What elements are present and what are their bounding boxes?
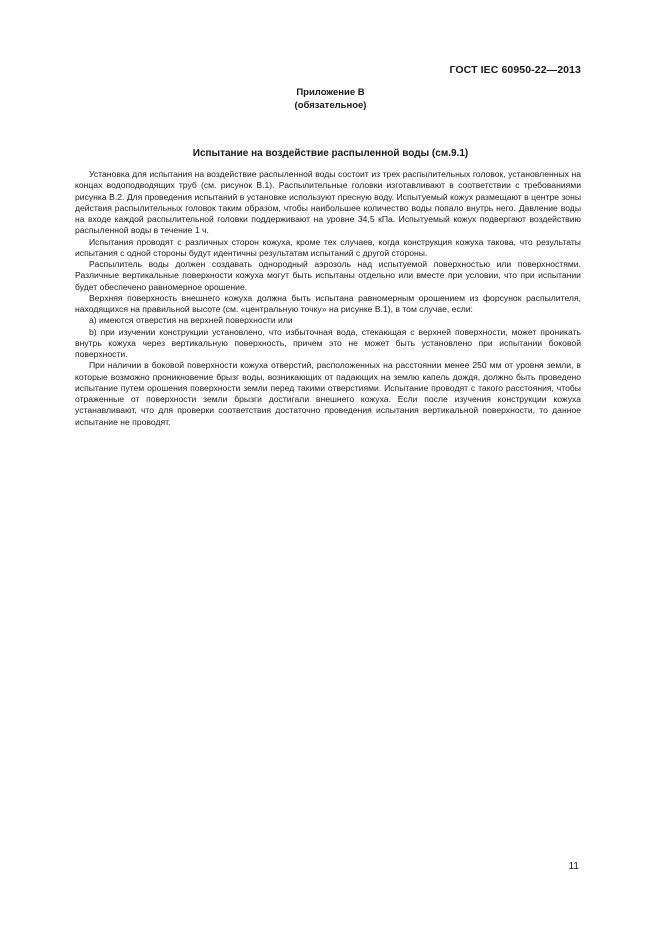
- page-number: 11: [568, 861, 579, 872]
- standard-designation: ГОСТ IEC 60950-22—2013: [449, 64, 581, 76]
- paragraph-top-surface: Верхняя поверхность внешнего кожуха должна быть испытана равномерным орошением из форсунок распылителя, находящихся на правильной высоте (см. «центральную точку» на рисунке В.1), в том случае, если:: [75, 292, 581, 314]
- annex-status: (обязательное): [294, 99, 367, 111]
- paragraph-sides: Испытания проводят с различных сторон кожуха, кроме тех случаев, когда конструкция кожуха такова, что результаты испытания с одной стороны будут идентичны результатам испытаний с другой стороны.: [75, 236, 581, 258]
- paragraph-apparatus: Установка для испытания на воздействие распыленной воды состоит из трех распылительных головок, установленных на концах водоподводящих труб (см. рисунок В.1). Распылительные головки изготавливают в соответствии с требованиями рисунка В.2. Для проведения испытаний в установке используют пресную воду. Испытуемый кожух размещают в центре зоны действия распылительных головок таким образом, чтобы наибольшее количество воды попало внутрь него. Давление воды на входе каждой распылительной головки поддерживают на уровне 34,5 кПа. Испытуемый кожух подвергают воздействию распыленной воды в течение 1 ч.: [75, 169, 581, 236]
- annex-title: Приложение В: [296, 87, 365, 98]
- paragraph-sprayer: Распылитель воды должен создавать однородный аэрозоль над испытуемой поверхностью или поверхностями. Различные вертикальные поверхности кожуха могут быть испытаны отдельно или вместе при условии, что при испытании будет обеспечено равномерное орошение.: [75, 259, 581, 292]
- list-item-a: a) имеются отверстия на верхней поверхности или: [89, 315, 293, 326]
- paragraph-ground-splash: При наличии в боковой поверхности кожуха отверстий, расположенных на расстоянии менее 250 мм от уровня земли, в которые возможно проникновение брызг воды, возникающих от падающих на землю капель дождя, должно быть проведено испытание путем орошения поверхности земли перед такими отверстиями. Испытание проводят с такого расстояния, чтобы отраженные от поверхности земли брызги достигали внешнего кожуха. Если после изучения конструкции кожуха устанавливают, что для проверки соответствия достаточно проведения испытания вертикальной поверхности, то данное испытание не проводят.: [75, 360, 581, 427]
- list-item-b: b) при изучении конструкции установлено, что избыточная вода, стекающая с верхней поверхности, может проникать внутрь кожуха через вертикальную поверхность, причем это не может быть установлено при испытании боковой поверхности.: [75, 326, 581, 359]
- body-text: [75, 169, 581, 428]
- annex-heading: [0, 87, 661, 112]
- section-title: Испытание на воздействие распыленной воды (см.9.1): [192, 148, 469, 159]
